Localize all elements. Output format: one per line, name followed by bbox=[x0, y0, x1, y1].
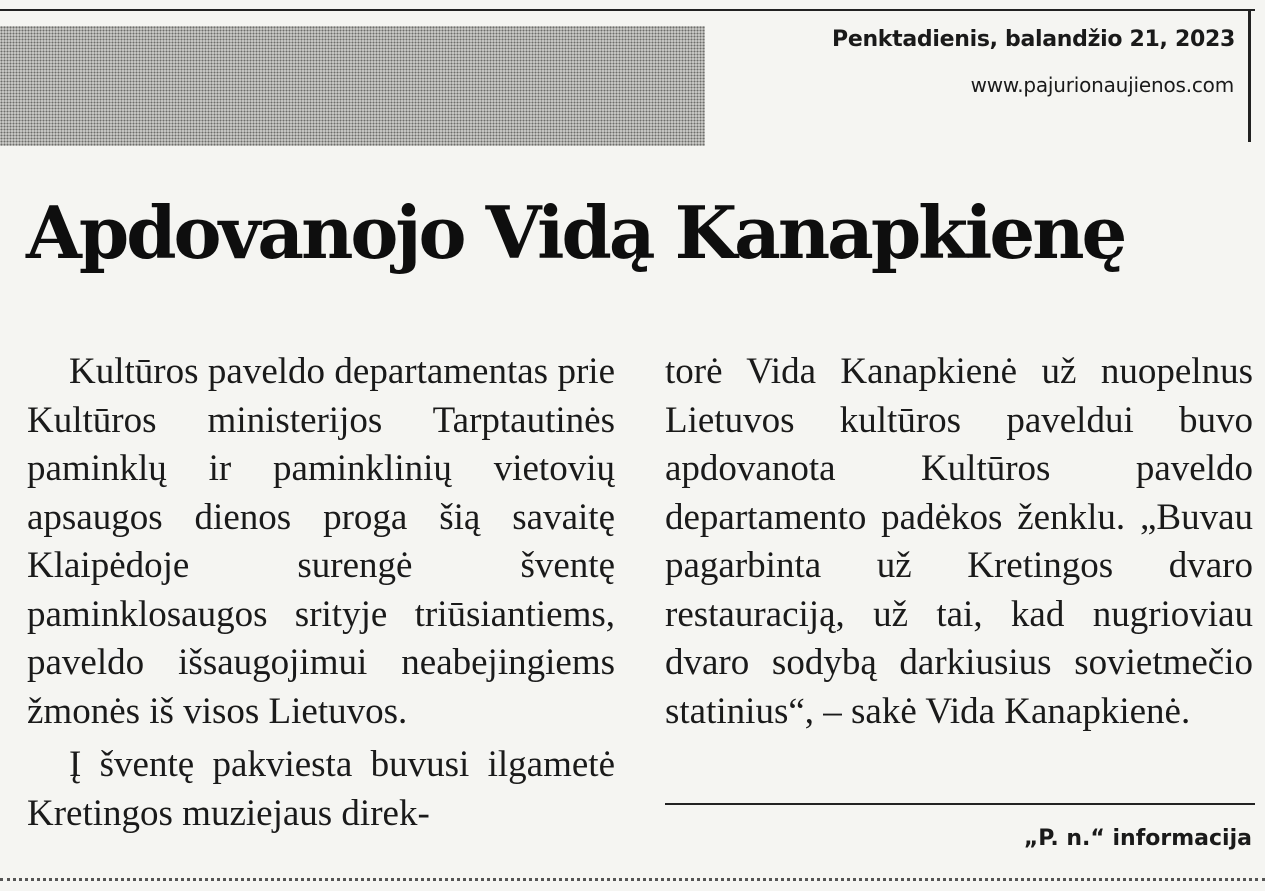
article-column-right bbox=[665, 348, 1253, 736]
bottom-dotted-rule bbox=[0, 878, 1265, 881]
article-paragraph: Į šventę pakviesta buvusi ilgametė Kretingos muziejaus direk- bbox=[27, 744, 615, 834]
article-paragraph: Kultūros paveldo departamentas prie Kultūros ministerijos Tarptautinės paminklų ir paminklinių vietovių apsaugos dienos proga šią savaitę Klaipėdoje surengė šventę paminklosaugos srityje triūsiantiems, paveldo išsaugojimui neabejingiems žmonės iš visos Lietuvos. bbox=[27, 351, 615, 732]
issue-date: Penktadienis, balandžio 21, 2023 bbox=[832, 27, 1235, 52]
credit-divider bbox=[665, 803, 1255, 805]
header-side-rule bbox=[1248, 10, 1251, 142]
article-headline: Apdovanojo Vidą Kanapkienę bbox=[26, 190, 1125, 275]
halftone-banner bbox=[0, 26, 705, 146]
website-url: www.pajurionaujienos.com bbox=[970, 73, 1234, 97]
article-column-left bbox=[27, 348, 615, 838]
article-credit: „P. n.“ informacija bbox=[1023, 826, 1252, 851]
article-paragraph: torė Vida Kanapkienė už nuopelnus Lietuvos kultūros paveldui buvo apdovanota Kultūros paveldo departamento padėkos ženklu. „Buvau pagarbinta už Kretingos dvaro restauraciją, už tai, kad nugrioviau dvaro sodybą darkiusius sovietmečio statinius“, – sakė Vida Kanapkienė. bbox=[665, 351, 1253, 732]
top-rule bbox=[0, 9, 1255, 11]
